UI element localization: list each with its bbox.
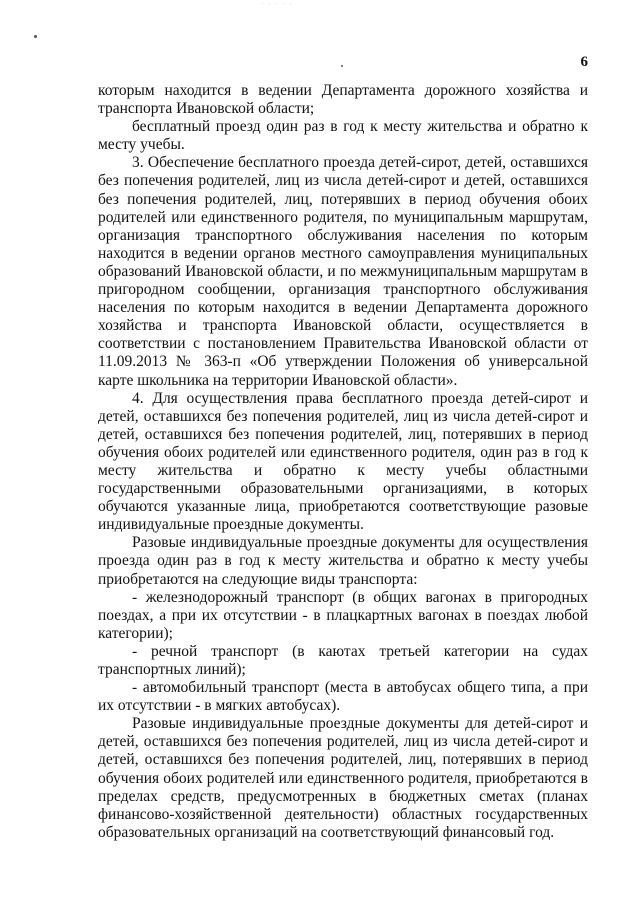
paragraph-funding: Разовые индивидуальные проездные документы для детей-сирот и детей, оставшихся без попечения родителей, лиц из числа детей-сирот и детей, оставшихся без попечения родителей, лиц, потерявших в период обучения обоих родителей или единственного родителя, приобретаются в пределах средств, предусмотренных в бюджетных сметах (планах финансово-хозяйственной деятельности) областных государственных образовательных организаций на соответствующий финансовый год.: [98, 715, 588, 841]
list-item-rail: - железнодорожный транспорт (в общих вагонах в пригородных поездах, а при их отсутствии - в плацкартных вагонах в поездах любой категории);: [98, 588, 588, 642]
page-number: 6: [580, 54, 588, 70]
paragraph-item-3: 3. Обеспечение бесплатного проезда детей-сирот, детей, оставшихся без попечения родителей, лиц из числа детей-сирот и детей, оставшихся без попечения родителей, лиц, потерявших в период обучения обоих родителей или единственного родителя, по муниципальным маршрутам, организация транспортного обслуживания населения по которым находится в ведении органов местного самоуправления муниципальных образований Ивановской области, и по межмуниципальным маршрутам в пригородном сообщении, организация транспортного обслуживания населения по которым находится в ведении Департамента дорожного хозяйства и транспорта Ивановской области, осуществляется в соответствии с постановлением Правительства Ивановской области от 11.09.2013 № 363-п «Об утверждении Положения об универсальной карте школьника на территории Ивановской области».: [98, 154, 588, 389]
list-item-river: - речной транспорт (в каютах третьей категории на судах транспортных линий);: [98, 642, 588, 678]
scan-speck: [341, 65, 343, 67]
paragraph-transport-types-intro: Разовые индивидуальные проездные документы для осуществления проезда один раз в год к месту жительства и обратно к месту учебы приобретаются на следующие виды транспорта:: [98, 534, 588, 588]
list-item-road: - автомобильный транспорт (места в автобусах общего типа, а при их отсутствии - в мягких автобусах).: [98, 679, 588, 715]
paragraph-continuation: которым находится в ведении Департамента дорожного хозяйства и транспорта Ивановской области;: [98, 82, 588, 118]
document-body: [98, 82, 588, 842]
scan-artifact: · · · · ·: [262, 2, 294, 7]
paragraph-free-travel: бесплатный проезд один раз в год к месту жительства и обратно к месту учебы.: [98, 118, 588, 154]
scan-speck: [34, 35, 37, 38]
paragraph-item-4: 4. Для осуществления права бесплатного проезда детей-сирот и детей, оставшихся без попечения родителей, лиц из числа детей-сирот и детей, оставшихся без попечения родителей, лиц, потерявших в период обучения обоих родителей или единственного родителя, один раз в год к месту жительства и обратно к месту учебы областными государственными образовательными организациями, в которых обучаются указанные лица, приобретаются соответствующие разовые индивидуальные проездные документы.: [98, 389, 588, 534]
